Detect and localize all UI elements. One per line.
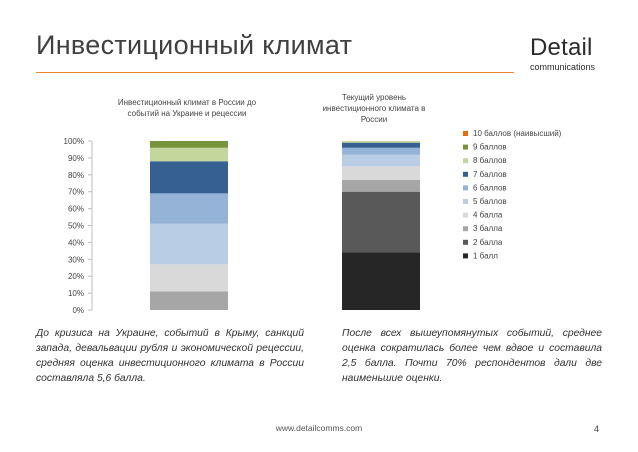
bar-category-label-before: Инвестиционный климат в России до событий на Украине и рецессии	[117, 98, 257, 118]
legend-label: 8 баллов	[473, 156, 507, 166]
bar-segment	[150, 291, 228, 310]
bar-segment	[342, 141, 420, 143]
page-number: 4	[594, 424, 600, 434]
legend-swatch	[463, 213, 468, 218]
legend-label: 2 балла	[473, 237, 503, 247]
legend-label: 7 баллов	[473, 169, 507, 179]
footer-url[interactable]: www.detailcomms.com	[275, 423, 363, 433]
y-axis-tick-label: 100%	[63, 137, 84, 146]
logo-wordmark: Detail	[530, 34, 593, 61]
bar-segment	[342, 148, 420, 155]
legend-swatch	[463, 158, 468, 163]
bar-category-label-current: Текущий уровень инвестиционного климата в России	[322, 93, 426, 124]
legend-swatch	[463, 253, 468, 258]
bar-segment	[342, 143, 420, 148]
y-axis-tick-label: 30%	[67, 255, 84, 265]
logo-subtitle: communications	[530, 62, 596, 72]
bar-segment	[342, 253, 420, 310]
legend-swatch	[463, 131, 468, 136]
legend-label: 1 балл	[473, 251, 498, 261]
page-title: Инвестиционный климат	[36, 30, 353, 60]
legend-swatch	[463, 185, 468, 190]
bar-segment	[150, 193, 228, 223]
bar-segment	[150, 141, 228, 148]
legend-swatch	[463, 240, 468, 245]
legend-label: 5 баллов	[473, 197, 507, 206]
legend-label: 6 баллов	[473, 183, 507, 193]
y-axis-tick-label: 80%	[67, 170, 84, 180]
y-axis-tick-label: 90%	[67, 153, 84, 163]
y-axis-tick-label: 40%	[67, 238, 84, 248]
legend-label: 4 балла	[473, 210, 503, 220]
bar-segment	[342, 166, 420, 180]
y-axis-tick-label: 50%	[67, 221, 84, 231]
legend-swatch	[463, 226, 468, 231]
y-axis-tick-label: 70%	[67, 187, 84, 197]
legend-swatch	[463, 145, 468, 150]
y-axis-tick-label: 0%	[72, 306, 84, 315]
right-paragraph: После всех вышеупомянутых событий, среднее оценка сократилась более чем вдвое и составила 2,5 балла. Почти 70% респондентов дали две наименьшие оценки.	[342, 328, 602, 384]
bar-segment	[342, 180, 420, 192]
y-axis-tick-label: 60%	[67, 204, 84, 214]
bar-segment	[150, 224, 228, 265]
bar-segment	[150, 161, 228, 193]
legend-swatch	[463, 199, 468, 204]
bar-segment	[342, 155, 420, 167]
legend-label: 10 баллов (наивысший)	[473, 129, 562, 138]
bar-segment	[150, 264, 228, 291]
left-paragraph: До кризиса на Украине, событий в Крыму, санкций запада, девальвации рубля и экономической рецессии, средняя оценка инвестиционного климата в России составляла 5,6 балла.	[36, 328, 304, 384]
legend-label: 9 баллов	[473, 142, 507, 152]
y-axis-tick-label: 10%	[67, 289, 84, 299]
bar-segment	[150, 148, 228, 162]
legend-swatch	[463, 172, 468, 177]
bar-segment	[342, 192, 420, 253]
y-axis-tick-label: 20%	[67, 272, 84, 282]
legend-label: 3 балла	[473, 224, 503, 234]
